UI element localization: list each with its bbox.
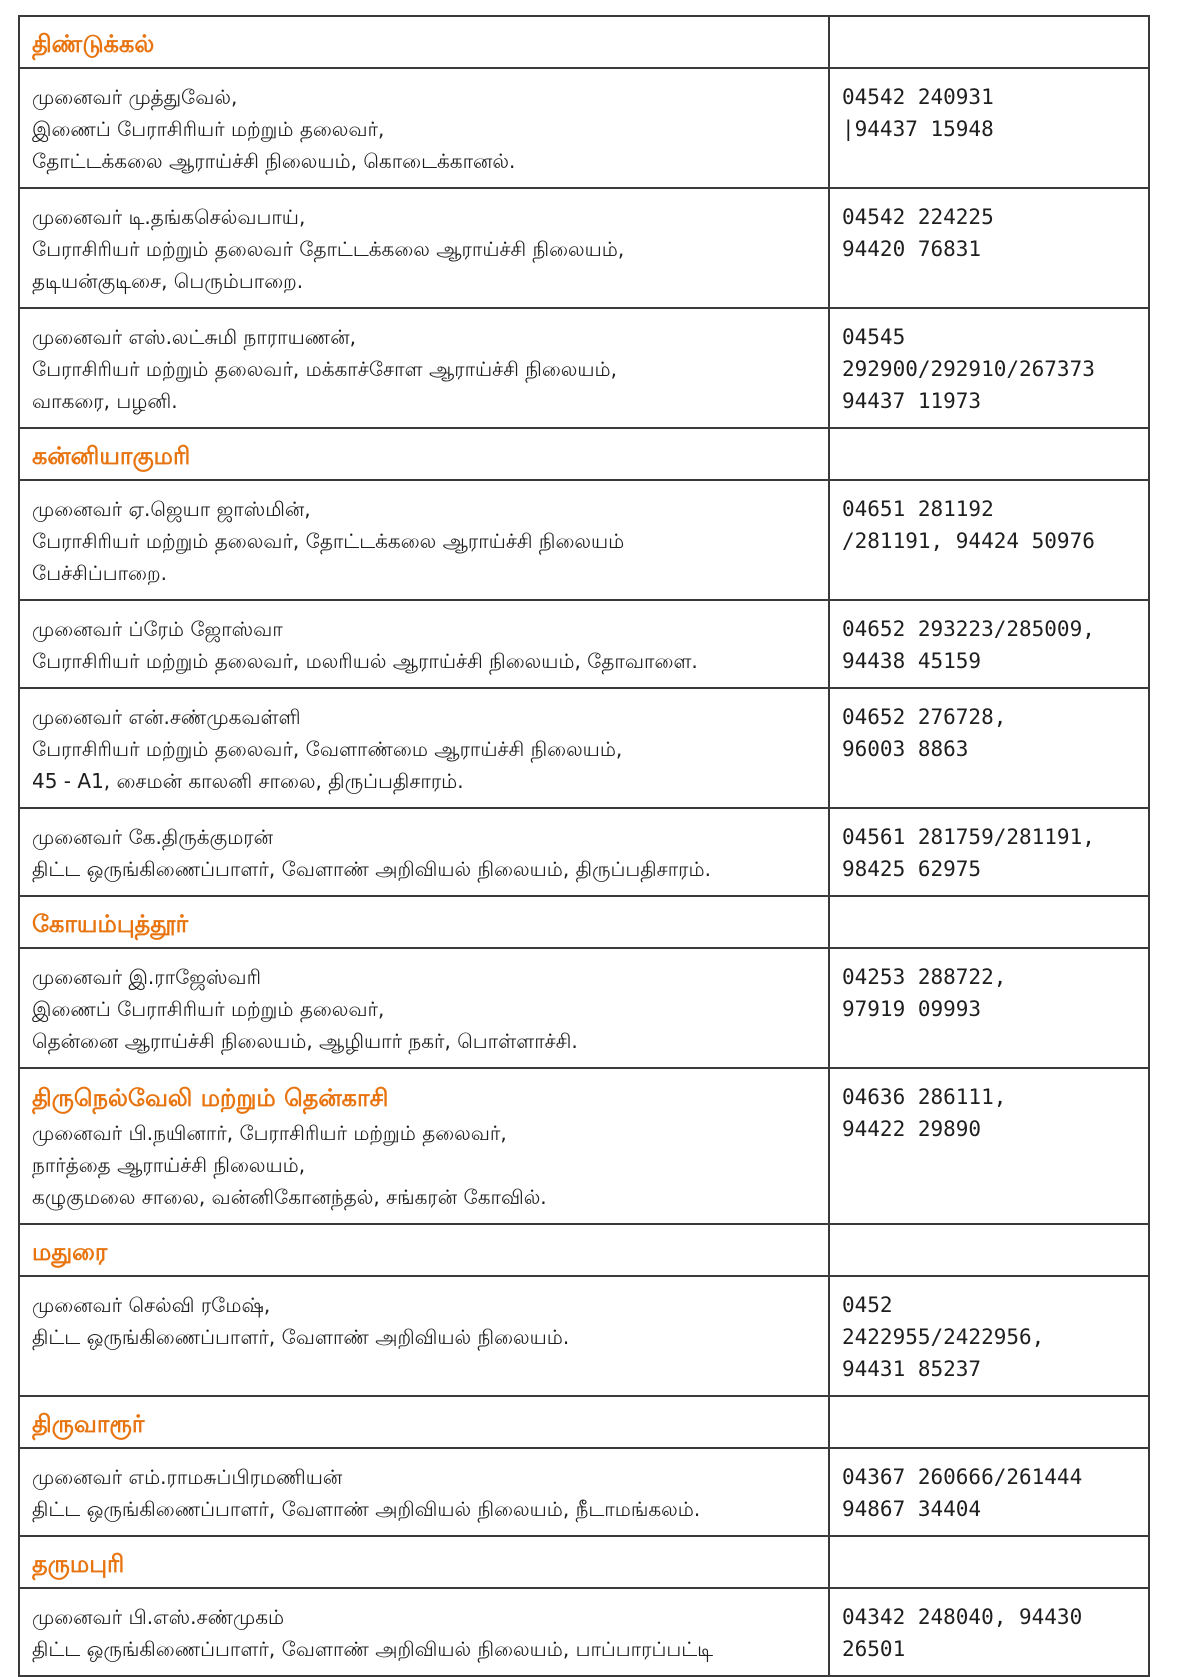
contact-details-cell (19, 480, 829, 600)
phone-number: 04542 240931 (842, 85, 994, 109)
contact-details-cell (19, 68, 829, 188)
contact-address-line: திட்ட ஒருங்கிணைப்பாளர், வேளாண் அறிவியல் நிலையம், பாப்பாரப்பட்டி (32, 1637, 714, 1661)
contact-row (19, 688, 1149, 808)
phone-number: 98425 62975 (842, 857, 982, 881)
contact-row (19, 480, 1149, 600)
phone-number: 94437 11973 (842, 389, 982, 413)
district-name: திருநெல்வேலி மற்றும் தென்காசி (32, 1084, 389, 1112)
contact-person-name: முனைவர் முத்துவேல், (32, 85, 238, 109)
contact-details (20, 309, 828, 427)
contact-details-cell (19, 1276, 829, 1396)
phone-number: 04253 288722, (842, 965, 1007, 989)
contact-details-cell (19, 688, 829, 808)
contact-address-line: திட்ட ஒருங்கிணைப்பாளர், வேளாண் அறிவியல் நிலையம். (32, 1325, 570, 1349)
contact-phone-cell (829, 948, 1149, 1068)
phone-number: 04652 276728, (842, 705, 1007, 729)
district-cell (19, 16, 829, 68)
contact-details (20, 189, 828, 307)
contact-phone-cell (829, 1068, 1149, 1224)
contact-details (20, 689, 828, 807)
phone-number: 292900/292910/267373 (842, 357, 1095, 381)
contact-address-line: பேராசிரியர் மற்றும் தலைவர் தோட்டக்கலை ஆராய்ச்சி நிலையம், (32, 237, 625, 261)
district-cell (19, 1224, 829, 1276)
phone-number: 26501 (842, 1637, 906, 1661)
district-cell (19, 1536, 829, 1588)
phone-number: /281191, 94424 50976 (842, 529, 1095, 553)
contact-details-cell (19, 188, 829, 308)
contact-phone-cell (829, 308, 1149, 428)
contact-address-line: பேராசிரியர் மற்றும் தலைவர், வேளாண்மை ஆராய்ச்சி நிலையம், (32, 737, 623, 761)
phone-number: 04542 224225 (842, 205, 994, 229)
phone-number: 94422 29890 (842, 1117, 982, 1141)
phone-numbers (830, 69, 1148, 155)
contact-person-name: முனைவர் ப்ரேம் ஜோஸ்வா (32, 617, 283, 641)
district-header-row (19, 16, 1149, 68)
phone-number: 94867 34404 (842, 1497, 982, 1521)
contact-person-name: முனைவர் ஏ.ஜெயா ஜாஸ்மின், (32, 497, 311, 521)
contact-details-cell (19, 1588, 829, 1676)
phone-numbers (830, 689, 1148, 775)
phone-numbers (830, 1069, 1148, 1155)
phone-number: 2422955/2422956, (842, 1325, 1045, 1349)
contact-details-cell (19, 948, 829, 1068)
contact-details-cell (19, 808, 829, 896)
contact-address-line: பேராசிரியர் மற்றும் தலைவர், மலரியல் ஆராய்ச்சி நிலையம், தோவாளை. (32, 649, 698, 673)
contact-address-line: தோட்டக்கலை ஆராய்ச்சி நிலையம், கொடைக்கானல். (32, 149, 516, 173)
district-name: திருவாரூர் (32, 1410, 145, 1438)
contact-address-line: திட்ட ஒருங்கிணைப்பாளர், வேளாண் அறிவியல் நிலையம், நீடாமங்கலம். (32, 1497, 701, 1521)
district-name: கன்னியாகுமரி (32, 442, 191, 470)
phone-number: 0452 (842, 1293, 893, 1317)
contact-row (19, 308, 1149, 428)
contact-row (19, 1276, 1149, 1396)
district-empty-cell (829, 1536, 1149, 1588)
phone-numbers (830, 601, 1148, 687)
contact-details (20, 1449, 828, 1535)
contact-person-name: முனைவர் எம்.ராமசுப்பிரமணியன் (32, 1465, 343, 1489)
phone-number: 94420 76831 (842, 237, 982, 261)
contact-address-line: இணைப் பேராசிரியர் மற்றும் தலைவர், (32, 117, 385, 141)
contact-address-line: தடியன்குடிசை, பெரும்பாறை. (32, 269, 304, 293)
contact-phone-cell (829, 188, 1149, 308)
phone-number: 04561 281759/281191, (842, 825, 1095, 849)
contact-address-line: திட்ட ஒருங்கிணைப்பாளர், வேளாண் அறிவியல் நிலையம், திருப்பதிசாரம். (32, 857, 711, 881)
phone-number: 04636 286111, (842, 1085, 1007, 1109)
phone-numbers (830, 809, 1148, 895)
phone-number: 97919 09993 (842, 997, 982, 1021)
contact-details-cell (19, 1068, 829, 1224)
contact-row (19, 1588, 1149, 1676)
district-header-row (19, 1536, 1149, 1588)
district-header-row (19, 1224, 1149, 1276)
contact-person-name: முனைவர் எஸ்.லட்சுமி நாராயணன், (32, 325, 356, 349)
contact-row (19, 1448, 1149, 1536)
contact-phone-cell (829, 1588, 1149, 1676)
contact-details-cell (19, 600, 829, 688)
contact-person-name: முனைவர் கே.திருக்குமரன் (32, 825, 274, 849)
phone-number: 94431 85237 (842, 1357, 982, 1381)
contact-address-line: 45 - A1, சைமன் காலனி சாலை, திருப்பதிசாரம். (32, 769, 464, 793)
phone-numbers (830, 1449, 1148, 1535)
district-header-row (19, 428, 1149, 480)
contact-details (20, 1589, 828, 1675)
district-empty-cell (829, 1396, 1149, 1448)
contact-address-line: நார்த்தை ஆராய்ச்சி நிலையம், (32, 1153, 306, 1177)
district-cell (19, 1396, 829, 1448)
contact-table-body (19, 16, 1149, 1676)
contact-phone-cell (829, 68, 1149, 188)
contact-phone-cell (829, 688, 1149, 808)
phone-number: |94437 15948 (842, 117, 994, 141)
district-empty-cell (829, 896, 1149, 948)
phone-number: 04652 293223/285009, (842, 617, 1095, 641)
district-name: கோயம்புத்தூர் (32, 910, 189, 938)
phone-number: 94438 45159 (842, 649, 982, 673)
contact-address-line: கழுகுமலை சாலை, வன்னிகோனந்தல், சங்கரன் கோவில். (32, 1185, 547, 1209)
contact-person-name: முனைவர் இ.ராஜேஸ்வரி (32, 965, 261, 989)
phone-number: 04342 248040, 94430 (842, 1605, 1083, 1629)
contact-person-name: முனைவர் பி.நயினார், பேராசிரியர் மற்றும் தலைவர், (32, 1121, 507, 1145)
contact-row (19, 188, 1149, 308)
phone-number: 04651 281192 (842, 497, 994, 521)
contact-address-line: வாகரை, பழனி. (32, 389, 178, 413)
contact-details (20, 1277, 828, 1363)
contact-person-name: முனைவர் என்.சண்முகவள்ளி (32, 705, 301, 729)
phone-number: 04545 (842, 325, 906, 349)
phone-numbers (830, 481, 1148, 567)
district-header-row (19, 896, 1149, 948)
phone-number: 96003 8863 (842, 737, 969, 761)
contact-row (19, 600, 1149, 688)
district-empty-cell (829, 1224, 1149, 1276)
contact-details-cell (19, 1448, 829, 1536)
phone-numbers (830, 1589, 1148, 1675)
contact-person-name: முனைவர் பி.எஸ்.சண்முகம் (32, 1605, 285, 1629)
phone-numbers (830, 189, 1148, 275)
contact-phone-cell (829, 480, 1149, 600)
contact-address-line: இணைப் பேராசிரியர் மற்றும் தலைவர், (32, 997, 385, 1021)
district-name: மதுரை (32, 1238, 108, 1266)
contact-details (20, 1069, 828, 1223)
contact-details (20, 949, 828, 1067)
contact-row (19, 948, 1149, 1068)
contact-person-name: முனைவர் டி.தங்கசெல்வபாய், (32, 205, 306, 229)
phone-number: 04367 260666/261444 (842, 1465, 1083, 1489)
district-empty-cell (829, 16, 1149, 68)
contact-phone-cell (829, 1448, 1149, 1536)
district-name: திண்டுக்கல் (32, 30, 155, 58)
contact-address-line: பேராசிரியர் மற்றும் தலைவர், தோட்டக்கலை ஆராய்ச்சி நிலையம் (32, 529, 625, 553)
contact-address-line: தென்னை ஆராய்ச்சி நிலையம், ஆழியார் நகர், பொள்ளாச்சி. (32, 1029, 578, 1053)
contact-details-cell (19, 308, 829, 428)
contact-row (19, 1068, 1149, 1224)
district-cell (19, 428, 829, 480)
contact-address-line: பேச்சிப்பாறை. (32, 561, 167, 585)
district-cell (19, 896, 829, 948)
contact-details (20, 809, 828, 895)
contact-phone-cell (829, 808, 1149, 896)
contact-person-name: முனைவர் செல்வி ரமேஷ், (32, 1293, 271, 1317)
district-name: தருமபுரி (32, 1550, 125, 1578)
district-empty-cell (829, 428, 1149, 480)
contact-directory (18, 15, 1148, 1677)
contact-row (19, 808, 1149, 896)
contact-details (20, 481, 828, 599)
phone-numbers (830, 949, 1148, 1035)
district-header-row (19, 1396, 1149, 1448)
contact-phone-cell (829, 1276, 1149, 1396)
contact-details (20, 69, 828, 187)
contact-address-line: பேராசிரியர் மற்றும் தலைவர், மக்காச்சோள ஆராய்ச்சி நிலையம், (32, 357, 617, 381)
contact-details (20, 601, 828, 687)
contact-row (19, 68, 1149, 188)
phone-numbers (830, 309, 1148, 427)
phone-numbers (830, 1277, 1148, 1395)
contact-phone-cell (829, 600, 1149, 688)
contact-table (18, 15, 1150, 1677)
